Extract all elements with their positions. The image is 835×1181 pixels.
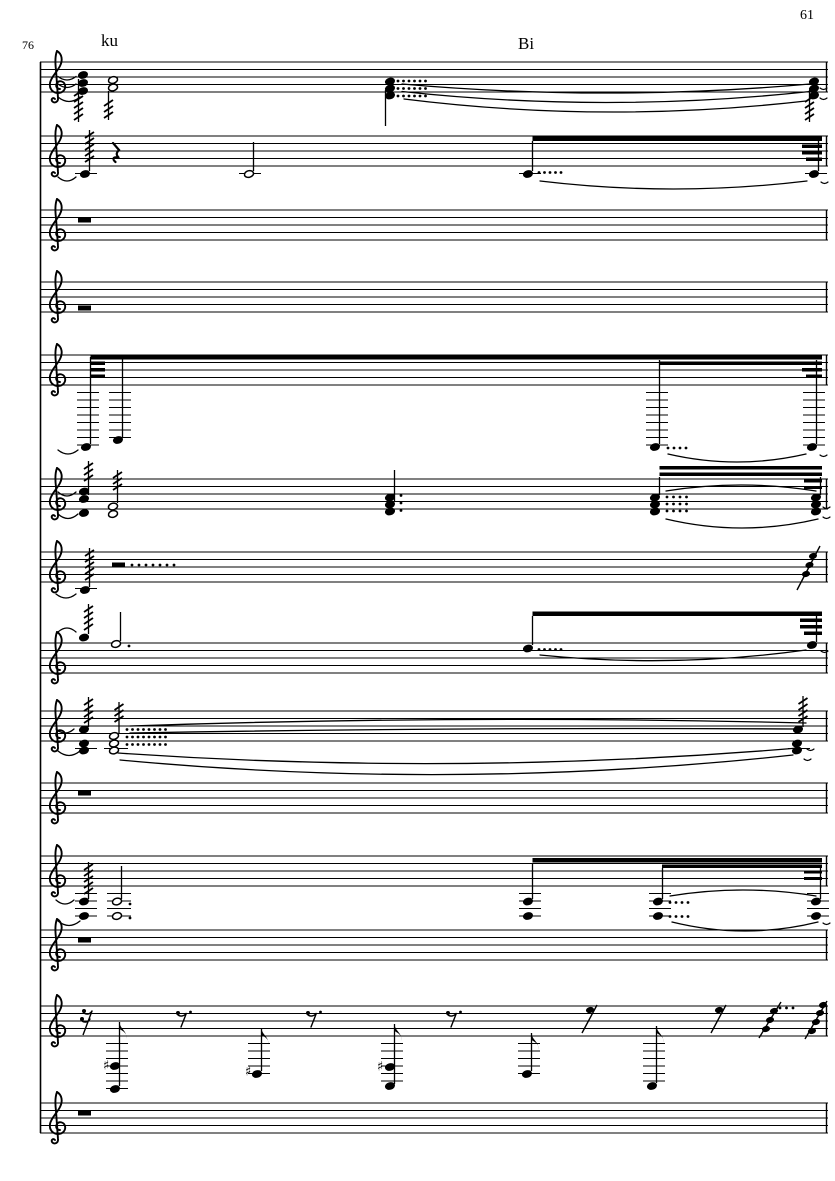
note-head: [80, 170, 91, 179]
beam: [91, 368, 106, 372]
repeat-dots: [419, 80, 422, 83]
note-head: [811, 912, 822, 921]
note-head: [385, 1063, 396, 1072]
repeat-dots: [672, 510, 675, 513]
repeat-dots: [538, 648, 541, 651]
rest-dot: [189, 1011, 192, 1014]
note-head: [523, 644, 534, 653]
repeat-dots: [397, 80, 400, 83]
beam: [91, 375, 106, 379]
note-head: [110, 1085, 121, 1094]
repeat-dots: [685, 503, 688, 506]
repeat-dots: [164, 728, 167, 731]
note-head: [79, 739, 90, 748]
repeat-dots: [681, 915, 684, 918]
repeat-dots: [131, 736, 134, 739]
repeat-dots: [159, 743, 162, 746]
repeat-dots: [164, 743, 167, 746]
rest-block: [78, 791, 91, 796]
repeat-dots: [413, 87, 416, 90]
note-head: [79, 897, 90, 906]
repeat-dots: [402, 87, 405, 90]
repeat-dots: [669, 915, 672, 918]
repeat-dots: [687, 901, 690, 904]
rest-block: [78, 1111, 91, 1116]
note-head: [807, 641, 818, 650]
note-head: [112, 897, 123, 906]
beam: [802, 151, 822, 155]
beam: [660, 466, 823, 470]
repeat-dots: [153, 736, 156, 739]
tie-continuation: [820, 88, 827, 90]
repeat-dots: [397, 87, 400, 90]
note-head: [79, 509, 90, 518]
repeat-dots: [413, 95, 416, 98]
grace-slash: [797, 546, 820, 590]
repeat-dots: [173, 564, 176, 567]
beam: [806, 375, 822, 379]
tie-slur: [120, 755, 793, 775]
eighth-rest: [308, 1013, 317, 1027]
repeat-dots: [424, 80, 427, 83]
beam: [802, 368, 822, 372]
note-head: [809, 170, 820, 179]
repeat-dots: [126, 728, 129, 731]
repeat-dots: [554, 171, 557, 174]
beam: [802, 145, 822, 149]
repeat-dots: [543, 171, 546, 174]
tie-continuation: [823, 923, 830, 925]
note-head: [792, 739, 803, 748]
repeat-dots: [153, 743, 156, 746]
note-flag: [395, 1024, 403, 1041]
lyric-syllable-bi: Bi: [518, 34, 535, 53]
repeat-dots: [672, 503, 675, 506]
rest-dot: [319, 1011, 322, 1014]
augmentation-dot: [128, 645, 131, 648]
tie-continuation: [804, 759, 811, 761]
repeat-dots: [148, 728, 151, 731]
repeat-dots: [687, 915, 690, 918]
beam: [91, 355, 823, 360]
rest-dot: [459, 1011, 462, 1014]
tie-slur: [58, 751, 80, 756]
beam: [800, 625, 822, 629]
note-head: [109, 732, 120, 741]
note-head: [653, 897, 664, 906]
augmentation-dot: [129, 917, 132, 920]
note-head: [79, 487, 90, 496]
repeat-dots: [397, 95, 400, 98]
repeat-dots: [538, 171, 541, 174]
repeat-dots: [159, 736, 162, 739]
repeat-dots: [792, 1007, 795, 1010]
beam: [806, 158, 822, 162]
repeat-dots: [145, 564, 148, 567]
repeat-dots: [413, 80, 416, 83]
note-head: [79, 495, 90, 504]
tie-slur: [540, 181, 807, 189]
repeat-dots: [142, 736, 145, 739]
repeat-dots: [138, 564, 141, 567]
note-head: [811, 897, 822, 906]
note-head: [112, 912, 123, 921]
note-head: [78, 79, 89, 88]
note-head: [252, 1070, 263, 1079]
grace-slash: [759, 1002, 781, 1038]
beam: [662, 865, 822, 869]
note-head: [653, 912, 664, 921]
measure-number: 76: [22, 38, 34, 52]
sharp-accidental: ♯: [244, 1064, 252, 1080]
beam: [804, 486, 822, 489]
tie-continuation: [820, 455, 827, 457]
repeat-dots: [549, 171, 552, 174]
note-head: [522, 1070, 533, 1079]
augmentation-dot: [400, 494, 403, 497]
repeat-dots: [679, 510, 682, 513]
repeat-dots: [667, 447, 670, 450]
augmentation-dot: [129, 903, 132, 906]
beam: [533, 612, 823, 617]
note-head: [385, 507, 396, 516]
tie-slur: [670, 890, 816, 896]
repeat-dots: [779, 1007, 782, 1010]
repeat-dots: [554, 648, 557, 651]
grace-slash: [805, 1001, 827, 1039]
tie-slur: [666, 485, 816, 491]
repeat-dots: [402, 80, 405, 83]
repeat-dots: [148, 743, 151, 746]
augmentation-dot: [400, 502, 403, 505]
beam: [660, 362, 822, 366]
lyric-syllable-ku: ku: [101, 31, 118, 50]
beam: [533, 858, 823, 863]
tie-slur: [130, 729, 802, 734]
tie-continuation: [821, 182, 828, 184]
sharp-accidental: ♯: [376, 1059, 384, 1075]
repeat-dots: [549, 648, 552, 651]
beam: [800, 619, 822, 623]
repeat-dots: [159, 728, 162, 731]
repeat-dots: [685, 496, 688, 499]
tie-continuation: [821, 651, 828, 653]
beam: [804, 871, 822, 874]
repeat-dots: [672, 496, 675, 499]
note-head: [79, 746, 90, 755]
note-head: [78, 71, 89, 80]
repeat-dots: [137, 743, 140, 746]
beam: [660, 473, 823, 477]
sharp-accidental: ♯: [102, 1058, 110, 1074]
tie-slur: [540, 650, 806, 661]
note-head: [111, 640, 122, 649]
repeat-dots: [408, 87, 411, 90]
repeat-dots: [152, 564, 155, 567]
repeat-dots: [560, 171, 563, 174]
beam: [533, 137, 823, 142]
repeat-dots: [424, 95, 427, 98]
repeat-dots: [137, 728, 140, 731]
repeat-dots: [673, 447, 676, 450]
repeat-dots: [675, 915, 678, 918]
tie-slur: [130, 719, 806, 726]
repeat-dots: [543, 648, 546, 651]
repeat-dots: [131, 728, 134, 731]
repeat-dots: [164, 736, 167, 739]
beam: [804, 632, 822, 636]
repeat-dots: [675, 901, 678, 904]
tie-slur: [118, 748, 798, 764]
note-head: [647, 1082, 658, 1091]
rest-block: [78, 306, 91, 311]
tie-slur: [668, 454, 806, 462]
tie-slur: [58, 450, 78, 454]
tie-slur: [56, 594, 76, 598]
repeat-dots: [685, 447, 688, 450]
repeat-dots: [666, 503, 669, 506]
repeat-dots: [419, 87, 422, 90]
repeat-dots: [679, 503, 682, 506]
repeat-dots: [666, 496, 669, 499]
note-head: [650, 443, 661, 452]
tie-slur: [56, 900, 74, 904]
repeat-dots: [142, 728, 145, 731]
note-head: [792, 746, 803, 755]
note-head: [113, 436, 124, 445]
repeat-dots: [126, 743, 129, 746]
note-head: [523, 170, 534, 179]
tie-continuation: [820, 98, 827, 100]
repeat-dots: [159, 564, 162, 567]
augmentation-dot: [400, 509, 403, 512]
beam: [804, 480, 822, 483]
note-head: [811, 507, 822, 516]
rest-block: [78, 938, 91, 943]
tie-slur: [666, 519, 818, 528]
note-head: [807, 443, 818, 452]
note-head: [108, 502, 119, 511]
repeat-dots: [669, 901, 672, 904]
tie-continuation: [823, 517, 830, 519]
note-head: [110, 1062, 121, 1071]
repeat-dots: [785, 1007, 788, 1010]
repeat-dots: [131, 564, 134, 567]
note-head: [108, 510, 119, 519]
page-number: 61: [800, 8, 814, 23]
note-head: [244, 170, 255, 179]
repeat-dots: [679, 447, 682, 450]
note-head: [80, 586, 91, 595]
eighth-rest: [178, 1013, 187, 1027]
repeat-dots: [148, 736, 151, 739]
rest-block: [78, 218, 91, 223]
repeat-dots: [166, 564, 169, 567]
repeat-dots: [408, 95, 411, 98]
repeat-dots: [126, 736, 129, 739]
repeat-dots: [137, 736, 140, 739]
repeat-dots: [131, 743, 134, 746]
note-head: [79, 633, 90, 642]
repeat-dots: [402, 95, 405, 98]
eighth-rest: [448, 1013, 457, 1027]
note-head: [523, 897, 534, 906]
tie-slur: [58, 514, 78, 519]
tie-continuation: [807, 749, 814, 751]
repeat-dots: [153, 728, 156, 731]
beam: [804, 877, 822, 880]
repeat-dots: [419, 95, 422, 98]
quarter-rest: [113, 143, 119, 162]
repeat-dots: [408, 80, 411, 83]
note-head: [650, 507, 661, 516]
repeat-dots: [681, 901, 684, 904]
repeat-dots: [666, 510, 669, 513]
tie-slur: [404, 99, 806, 112]
tie-slur: [58, 177, 76, 181]
repeat-dots: [142, 743, 145, 746]
note-head: [81, 443, 92, 452]
repeat-dots: [560, 648, 563, 651]
tie-slur: [58, 628, 76, 632]
repeat-dots: [685, 510, 688, 513]
beam: [91, 362, 106, 366]
note-head: [79, 912, 90, 921]
note-head: [523, 912, 534, 921]
note-head: [385, 1082, 396, 1091]
rest-block: [112, 563, 125, 568]
repeat-dots: [424, 87, 427, 90]
repeat-dots: [679, 496, 682, 499]
